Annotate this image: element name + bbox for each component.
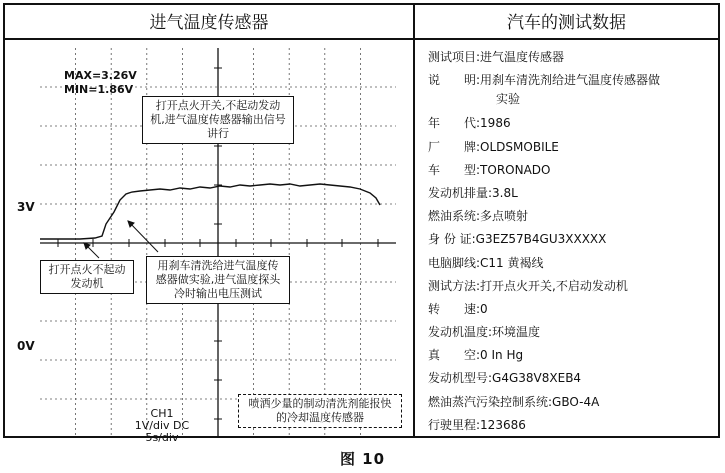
figure-caption: 图 10 — [339, 450, 386, 468]
data-row-pin-wire: 电脑脚线:C11 黄褐线 — [428, 255, 544, 270]
data-row-description: 说 明:用刹车清洗剂给进气温度传感器做 — [428, 73, 661, 88]
data-row-engine-code: 发动机型号:G4G38V8XEB4 — [428, 371, 582, 386]
data-row-model: 车 型:TORONADO — [428, 162, 551, 177]
note-spray-cleaner: 喷洒少量的制动清洗剂能报快的冷却温度传感器 — [238, 394, 402, 428]
axis-0v-label: 0V — [17, 339, 35, 353]
scope-panel-title: 进气温度传感器 — [149, 13, 269, 33]
data-row-vacuum: 真 空:0 In Hg — [428, 348, 524, 363]
data-row-engine-temp: 发动机温度:环境温度 — [428, 325, 541, 340]
data-row-evap-system: 燃油蒸汽污染控制系统:GBO-4A — [428, 394, 600, 409]
data-row-fuel-system: 燃油系统:多点喷射 — [428, 209, 529, 224]
data-row-vin: 身 份 证:G3EZ57B4GU3XXXXX — [428, 232, 607, 247]
min-voltage-label: MIN=1.86V — [64, 83, 134, 96]
max-voltage-label: MAX=3.26V — [64, 69, 137, 82]
test-data-list — [428, 46, 713, 437]
data-row-year: 年 代:1986 — [428, 116, 511, 131]
note-brake-cleaner-test: 用刹车清洗给进气温度传感器做实验,进气温度探头冷时输出电压测试 — [146, 256, 290, 304]
data-panel-title: 汽车的测试数据 — [507, 13, 626, 33]
data-row-mileage: 行驶里程:123686 — [428, 417, 526, 432]
note-engine-off: 打开点火不起动发动机 — [40, 260, 134, 294]
header-rule — [3, 38, 720, 40]
oscilloscope-screen — [40, 48, 396, 444]
time-per-div: 5s/div — [145, 431, 179, 444]
data-row-item: 测试项目:进气温度传感器 — [428, 50, 565, 64]
note-ignition-on: 打开点火开关,不起动发动机,进气温度传感器输出信号讲行 — [142, 96, 294, 144]
data-row-rpm: 转 速:0 — [428, 301, 488, 316]
data-row-displacement: 发动机排量:3.8L — [428, 185, 518, 200]
volts-per-div: 1V/div DC — [134, 419, 190, 432]
channel-name: CH1 — [150, 407, 174, 420]
column-divider — [413, 3, 415, 438]
data-row-test-method: 测试方法:打开点火开关,不启动发动机 — [428, 278, 628, 293]
axis-3v-label: 3V — [17, 200, 35, 214]
data-row-description-cont: 实验 — [496, 92, 521, 107]
channel-settings — [102, 408, 222, 444]
data-row-make: 厂 牌:OLDSMOBILE — [428, 139, 559, 154]
signal-trace — [40, 184, 380, 239]
